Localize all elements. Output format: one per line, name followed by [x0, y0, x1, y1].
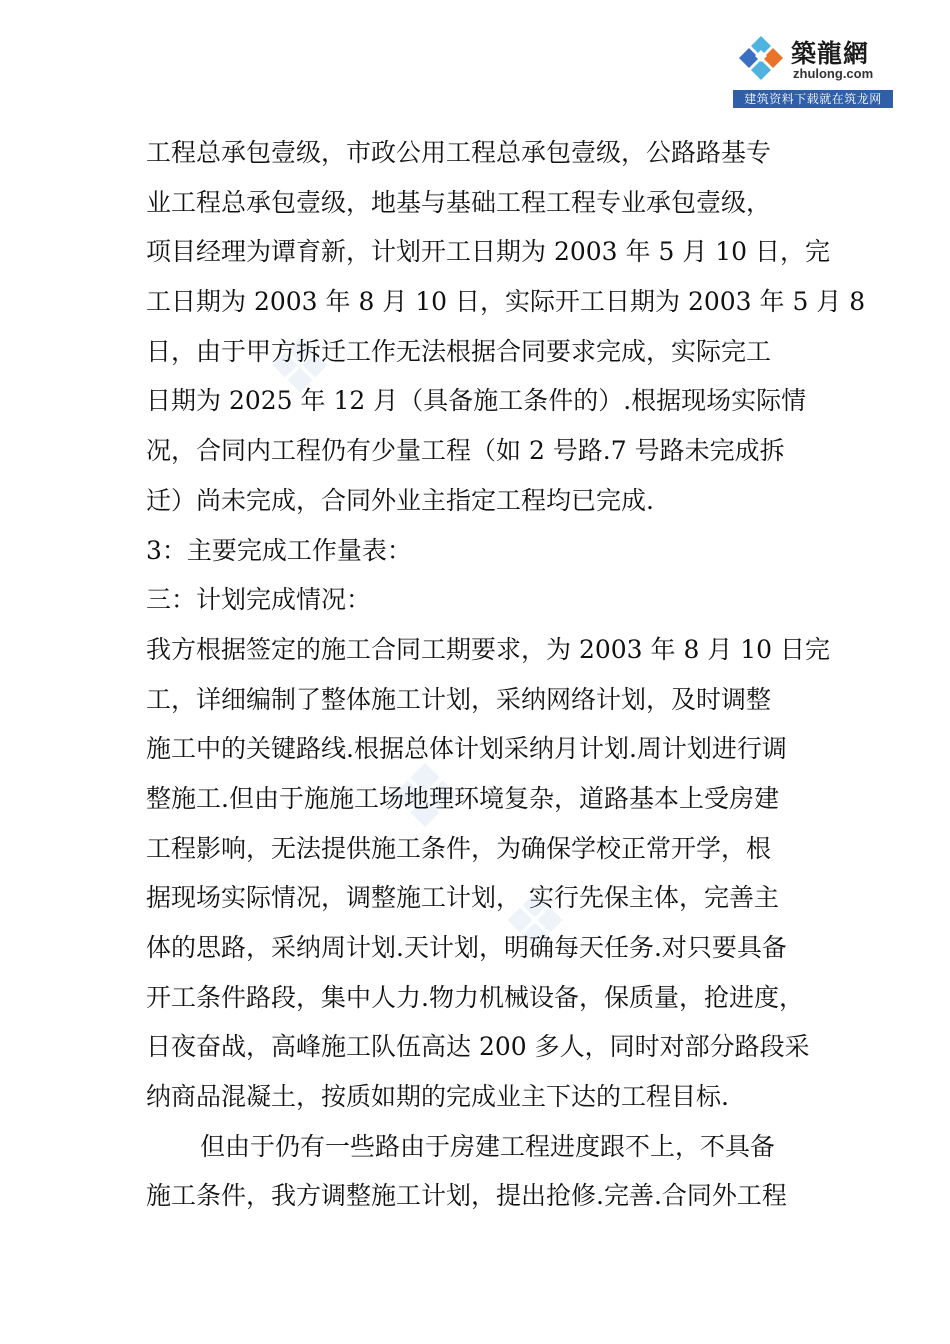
logo-name-cn: 築龍網	[791, 39, 870, 68]
logo-domain: zhulong.com	[793, 66, 874, 81]
text-line: 工，详细编制了整体施工计划，采纳网络计划，及时调整	[146, 684, 772, 714]
text-line: 据现场实际情况，调整施工计划， 实行先保主体，完善主	[146, 883, 779, 913]
text-line: 工日期为 2003 年 8 月 10 日，实际开工日期为 2003 年 5 月 8	[146, 287, 866, 317]
zhulong-diamond-logo-icon	[737, 34, 785, 82]
zhulong-logo	[733, 30, 893, 110]
text-line: 况，合同内工程仍有少量工程（如 2 号路.7 号路未完成拆	[146, 436, 785, 466]
text-line: 日期为 2025 年 12 月（具备施工条件的）.根据现场实际情	[146, 386, 807, 416]
text-line: 迁）尚未完成，合同外业主指定工程均已完成.	[146, 485, 654, 515]
paragraph-first-line: 但由于仍有一些路由于房建工程进度跟不上，不具备	[200, 1131, 776, 1161]
text-line: 整施工.但由于施施工场地理环境复杂，道路基本上受房建	[146, 783, 779, 813]
text-line: 体的思路，采纳周计划.天计划，明确每天任务.对只要具备	[146, 933, 787, 962]
logo-slogan-banner: 建筑资料下载就在筑龙网	[733, 90, 893, 108]
text-line: 施工中的关键路线.根据总体计划采纳月计划.周计划进行调	[146, 734, 787, 764]
text-line: 日夜奋战，高峰施工队伍高达 200 多人，同时对部分路段采	[146, 1032, 810, 1062]
text-line: 工程影响，无法提供施工条件，为确保学校正常开学，根	[146, 833, 772, 863]
section-heading: 3：主要完成工作量表：	[146, 535, 412, 565]
text-line: 工程总承包壹级，市政公用工程总承包壹级，公路路基专	[146, 138, 772, 167]
text-line: 施工条件，我方调整施工计划，提出抢修.完善.合同外工程	[146, 1181, 787, 1211]
text-line: 我方根据签定的施工合同工期要求，为 2003 年 8 月 10 日完	[146, 634, 831, 664]
text-line: 开工条件路段，集中人力.物力机械设备，保质量，抢进度，	[146, 982, 804, 1012]
text-line: 日，由于甲方拆迁工作无法根据合同要求完成，实际完工	[146, 336, 772, 366]
section-heading: 三：计划完成情况：	[146, 585, 372, 615]
document-body	[146, 128, 866, 1221]
text-line: 业工程总承包壹级，地基与基础工程工程专业承包壹级，	[146, 187, 772, 217]
logo-top	[733, 30, 893, 86]
text-line: 纳商品混凝土，按质如期的完成业主下达的工程目标.	[146, 1082, 729, 1112]
text-line: 项目经理为谭育新，计划开工日期为 2003 年 5 月 10 日，完	[146, 237, 831, 267]
